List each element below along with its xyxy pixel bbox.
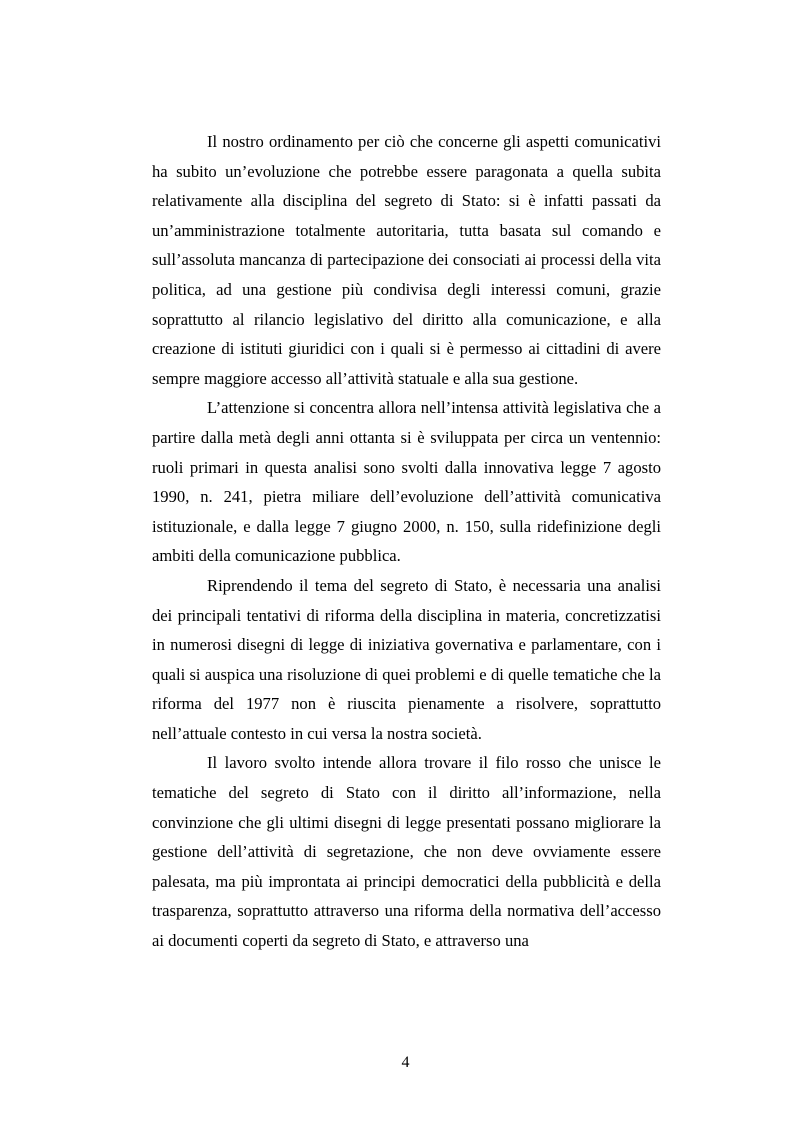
body-text — [152, 127, 661, 956]
paragraph-1: Il nostro ordinamento per ciò che concerne gli aspetti comunicativi ha subito un’evoluzione che potrebbe essere paragonata a quella subita relativamente alla disciplina del segreto di Stato: si è infatti passati da un’amministrazione totalmente autoritaria, tutta basata sul comando e sull’assoluta mancanza di partecipazione dei consociati ai processi della vita politica, ad una gestione più condivisa degli interessi comuni, grazie soprattutto al rilancio legislativo del diritto alla comunicazione, e alla creazione di istituti giuridici con i quali si è permesso ai cittadini di avere sempre maggiore accesso all’attività statuale e alla sua gestione. — [152, 132, 661, 388]
paragraph-4: Il lavoro svolto intende allora trovare il filo rosso che unisce le tematiche del segreto di Stato con il diritto all’informazione, nella convinzione che gli ultimi disegni di legge presentati possano migliorare la gestione dell’attività di segretazione, che non deve ovviamente essere palesata, ma più improntata ai principi democratici della pubblicità e della trasparenza, soprattutto attraverso una riforma della normativa dell’accesso ai documenti coperti da segreto di Stato, e attraverso una — [152, 753, 661, 951]
paragraph-2: L’attenzione si concentra allora nell’intensa attività legislativa che a partire dalla metà degli anni ottanta si è sviluppata per circa un ventennio: ruoli primari in questa analisi sono svolti dalla innovativa legge 7 agosto 1990, n. 241, pietra miliare dell’evoluzione dell’attività comunicativa istituzionale, e dalla legge 7 giugno 2000, n. 150, sulla ridefinizione degli ambiti della comunicazione pubblica. — [152, 398, 661, 566]
paragraph-3: Riprendendo il tema del segreto di Stato, è necessaria una analisi dei principali tentativi di riforma della disciplina in materia, concretizzatisi in numerosi disegni di legge di iniziativa governativa e parlamentare, con i quali si auspica una risoluzione di quei problemi e di quelle tematiche che la riforma del 1977 non è riuscita pienamente a risolvere, soprattutto nell’attuale contesto in cui versa la nostra società. — [152, 575, 661, 743]
page-number: 4 — [401, 1054, 410, 1071]
